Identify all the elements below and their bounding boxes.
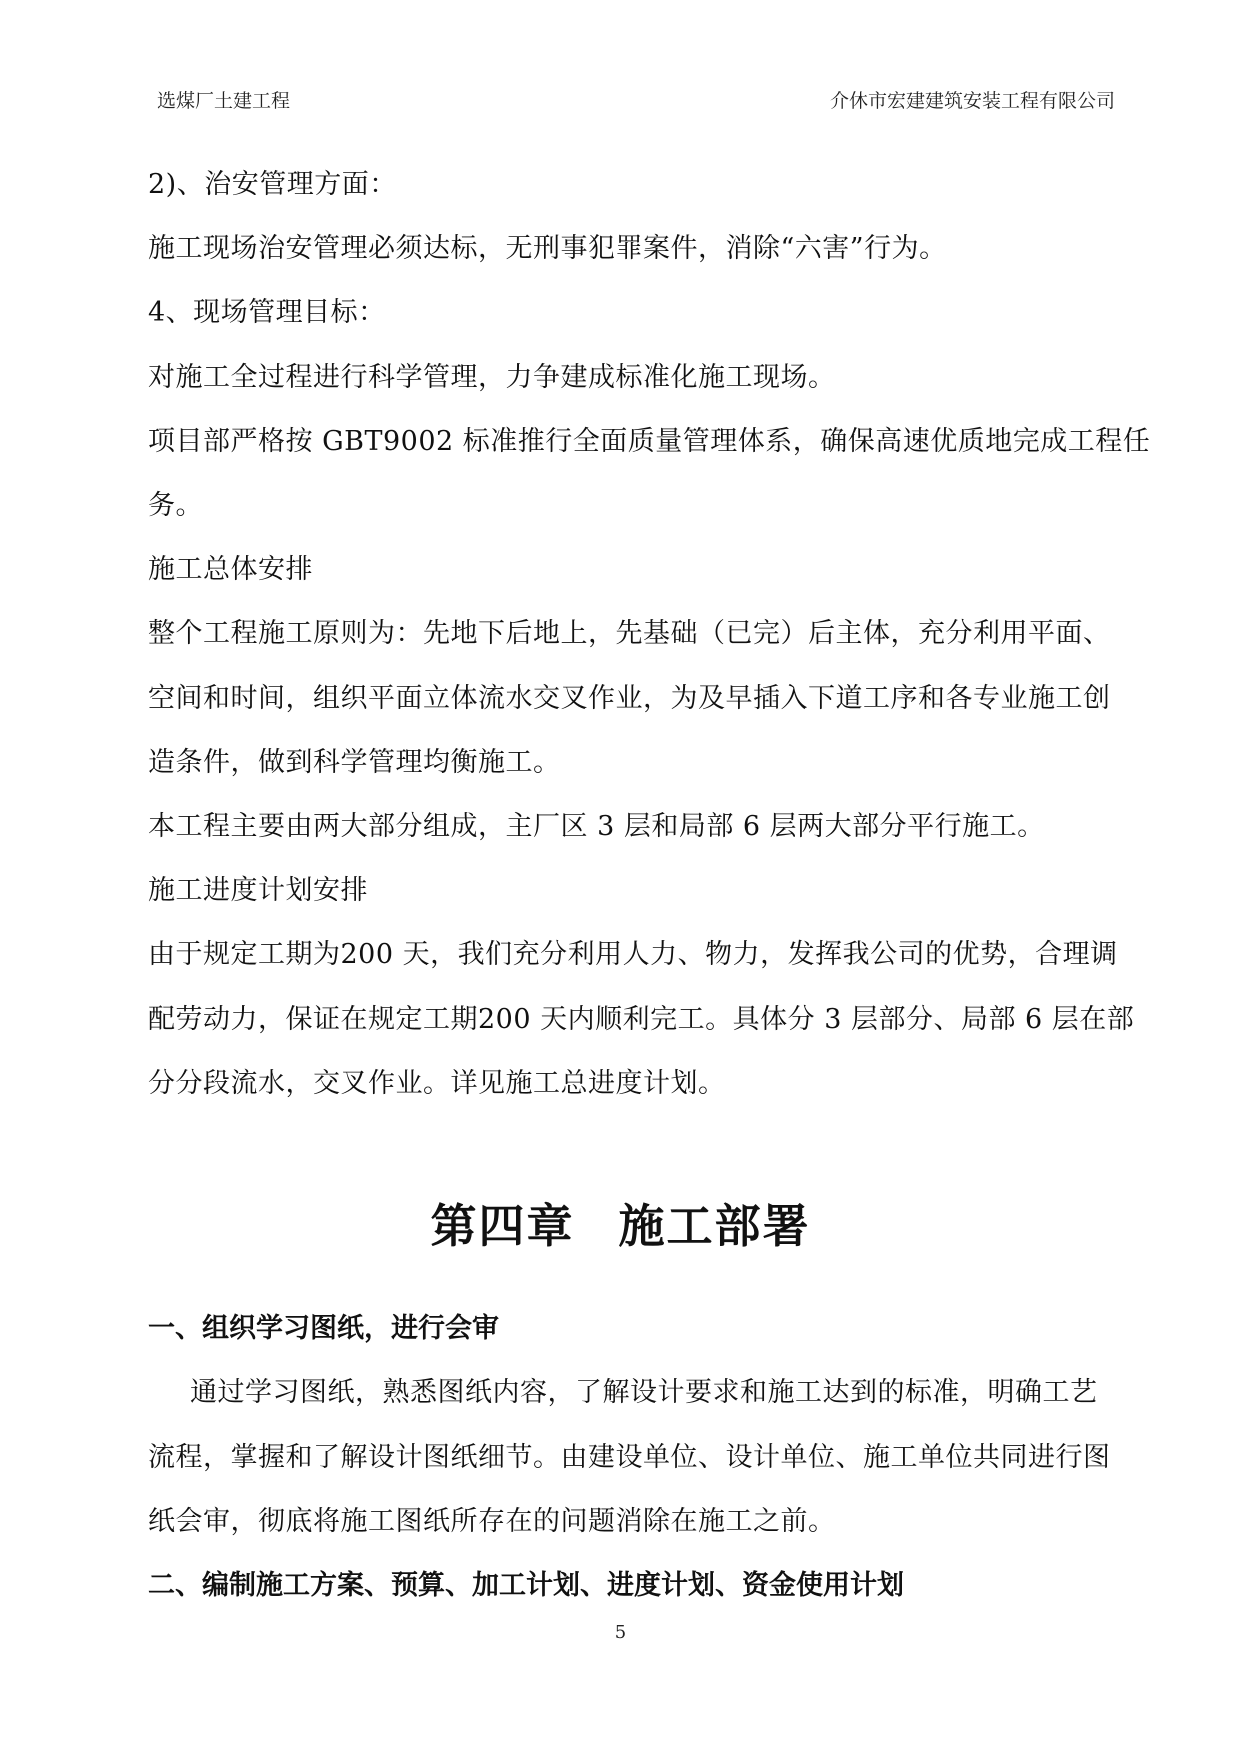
section-heading: 一、组织学习图纸，进行会审 bbox=[148, 1313, 499, 1344]
paragraph-line: 由于规定工期为200 天，我们充分利用人力、物力，发挥我公司的优势，合理调 bbox=[148, 939, 1118, 970]
paragraph-line: 纸会审，彻底将施工图纸所存在的问题消除在施工之前。 bbox=[148, 1506, 836, 1537]
page-number: 5 bbox=[614, 1622, 627, 1643]
paragraph-line: 务。 bbox=[148, 490, 203, 521]
subheading-line: 施工进度计划安排 bbox=[148, 875, 368, 906]
paragraph-line: 本工程主要由两大部分组成，主厂区 3 层和局部 6 层两大部分平行施工。 bbox=[148, 811, 1045, 842]
chapter-title: 第四章 施工部署 bbox=[430, 1199, 811, 1253]
paragraph-line: 空间和时间，组织平面立体流水交叉作业，为及早插入下道工序和各专业施工创 bbox=[148, 683, 1111, 714]
page-header bbox=[157, 86, 1115, 114]
header-divider bbox=[150, 122, 1125, 123]
subheading-line: 施工总体安排 bbox=[148, 554, 313, 585]
header-company-name: 介休市宏建建筑安装工程有限公司 bbox=[829, 90, 1115, 112]
paragraph-line: 对施工全过程进行科学管理，力争建成标准化施工现场。 bbox=[148, 362, 836, 393]
paragraph-line: 4、现场管理目标： bbox=[148, 297, 386, 328]
paragraph-line: 2)、治安管理方面： bbox=[148, 169, 397, 200]
paragraph-line: 施工现场治安管理必须达标，无刑事犯罪案件，消除“六害”行为。 bbox=[148, 233, 947, 264]
paragraph-line: 分分段流水，交叉作业。详见施工总进度计划。 bbox=[148, 1068, 726, 1099]
paragraph-line: 项目部严格按 GBT9002 标准推行全面质量管理体系，确保高速优质地完成工程任 bbox=[148, 426, 1151, 457]
paragraph-line: 整个工程施工原则为：先地下后地上，先基础（已完）后主体，充分利用平面、 bbox=[148, 618, 1111, 649]
paragraph-line: 通过学习图纸，熟悉图纸内容，了解设计要求和施工达到的标准，明确工艺 bbox=[190, 1377, 1098, 1408]
paragraph-line: 造条件，做到科学管理均衡施工。 bbox=[148, 747, 561, 778]
paragraph-line: 流程，掌握和了解设计图纸细节。由建设单位、设计单位、施工单位共同进行图 bbox=[148, 1442, 1111, 1473]
section-heading: 二、编制施工方案、预算、加工计划、进度计划、资金使用计划 bbox=[148, 1570, 904, 1601]
header-project-name: 选煤厂土建工程 bbox=[157, 90, 291, 112]
paragraph-line: 配劳动力，保证在规定工期200 天内顺利完工。具体分 3 层部分、局部 6 层在部 bbox=[148, 1004, 1135, 1035]
